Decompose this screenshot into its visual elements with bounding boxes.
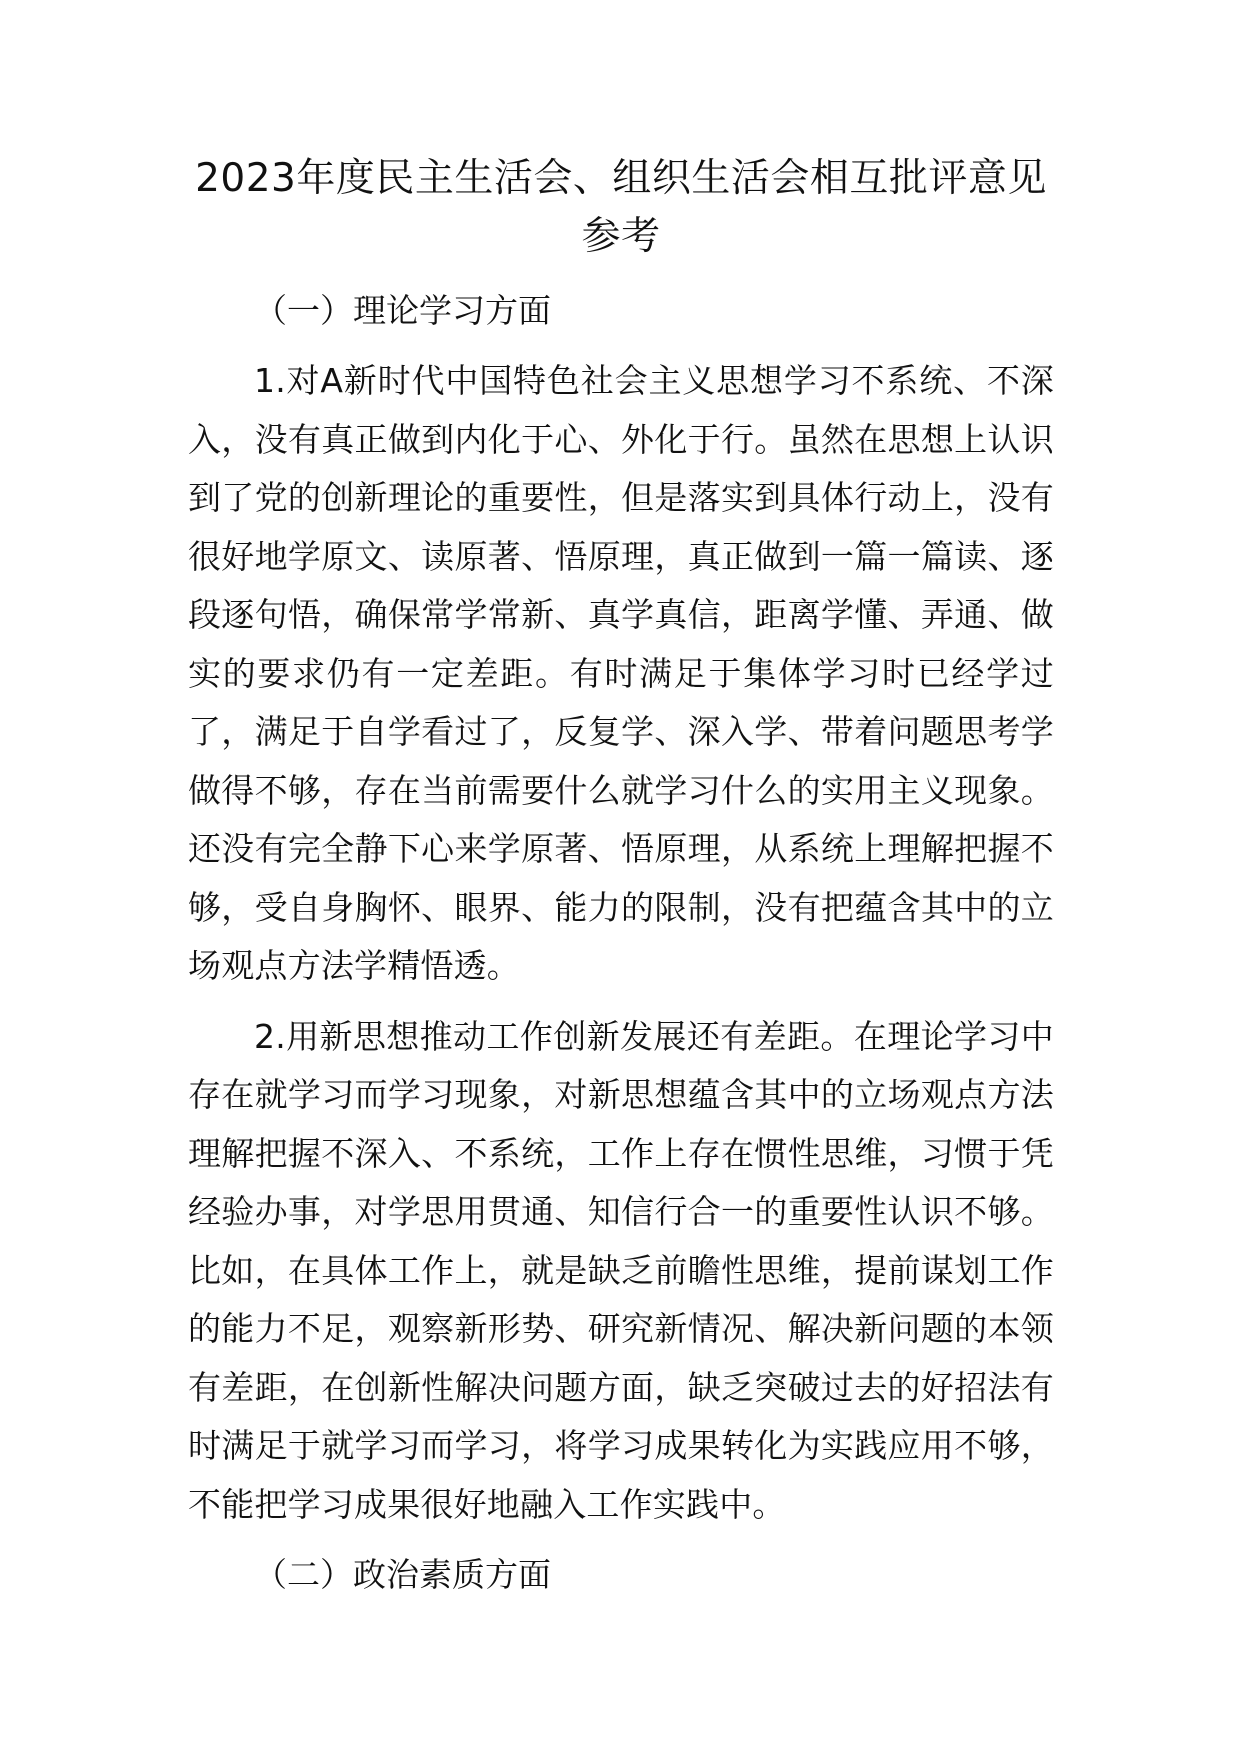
document-title: 2023年度民主生活会、组织生活会相互批评意见参考: [195, 156, 1047, 259]
paragraph-2: 2.用新思想推动工作创新发展还有差距。在理论学习中存在就学习而学习现象，对新思想蕴含其中的立场观点方法理解把握不深入、不系统，工作上存在惯性思维，习惯于凭经验办事，对学思用贯通、知信行合一的重要性认识不够。比如，在具体工作上，就是缺乏前瞻性思维，提前谋划工作的能力不足，观察新形势、研究新情况、解决新问题的本领有差距，在创新性解决问题方面，缺乏突破过去的好招法有时满足于就学习而学习，将学习成果转化为实践应用不够，不能把学习成果很好地融入工作实践中。: [188, 1016, 1054, 1524]
section-heading-political: （二）政治素质方面: [254, 1555, 551, 1594]
paragraph-1: 1.对A新时代中国特色社会主义思想学习不系统、不深入，没有真正做到内化于心、外化于行。虽然在思想上认识到了党的创新理论的重要性，但是落实到具体行动上，没有很好地学原文、读原著、悟原理，真正做到一篇一篇读、逐段逐句悟，确保常学常新、真学真信，距离学懂、弄通、做实的要求仍有一定差距。有时满足于集体学习时已经学过了，满足于自学看过了，反复学、深入学、带着问题思考学做得不够，存在当前需要什么就学习什么的实用主义现象。还没有完全静下心来学原著、悟原理，从系统上理解把握不够，受自身胸怀、眼界、能力的限制，没有把蕴含其中的立场观点方法学精悟透。: [188, 361, 1054, 985]
section-heading-theory: （一）理论学习方面: [254, 291, 551, 330]
document-page: [188, 150, 1054, 1616]
